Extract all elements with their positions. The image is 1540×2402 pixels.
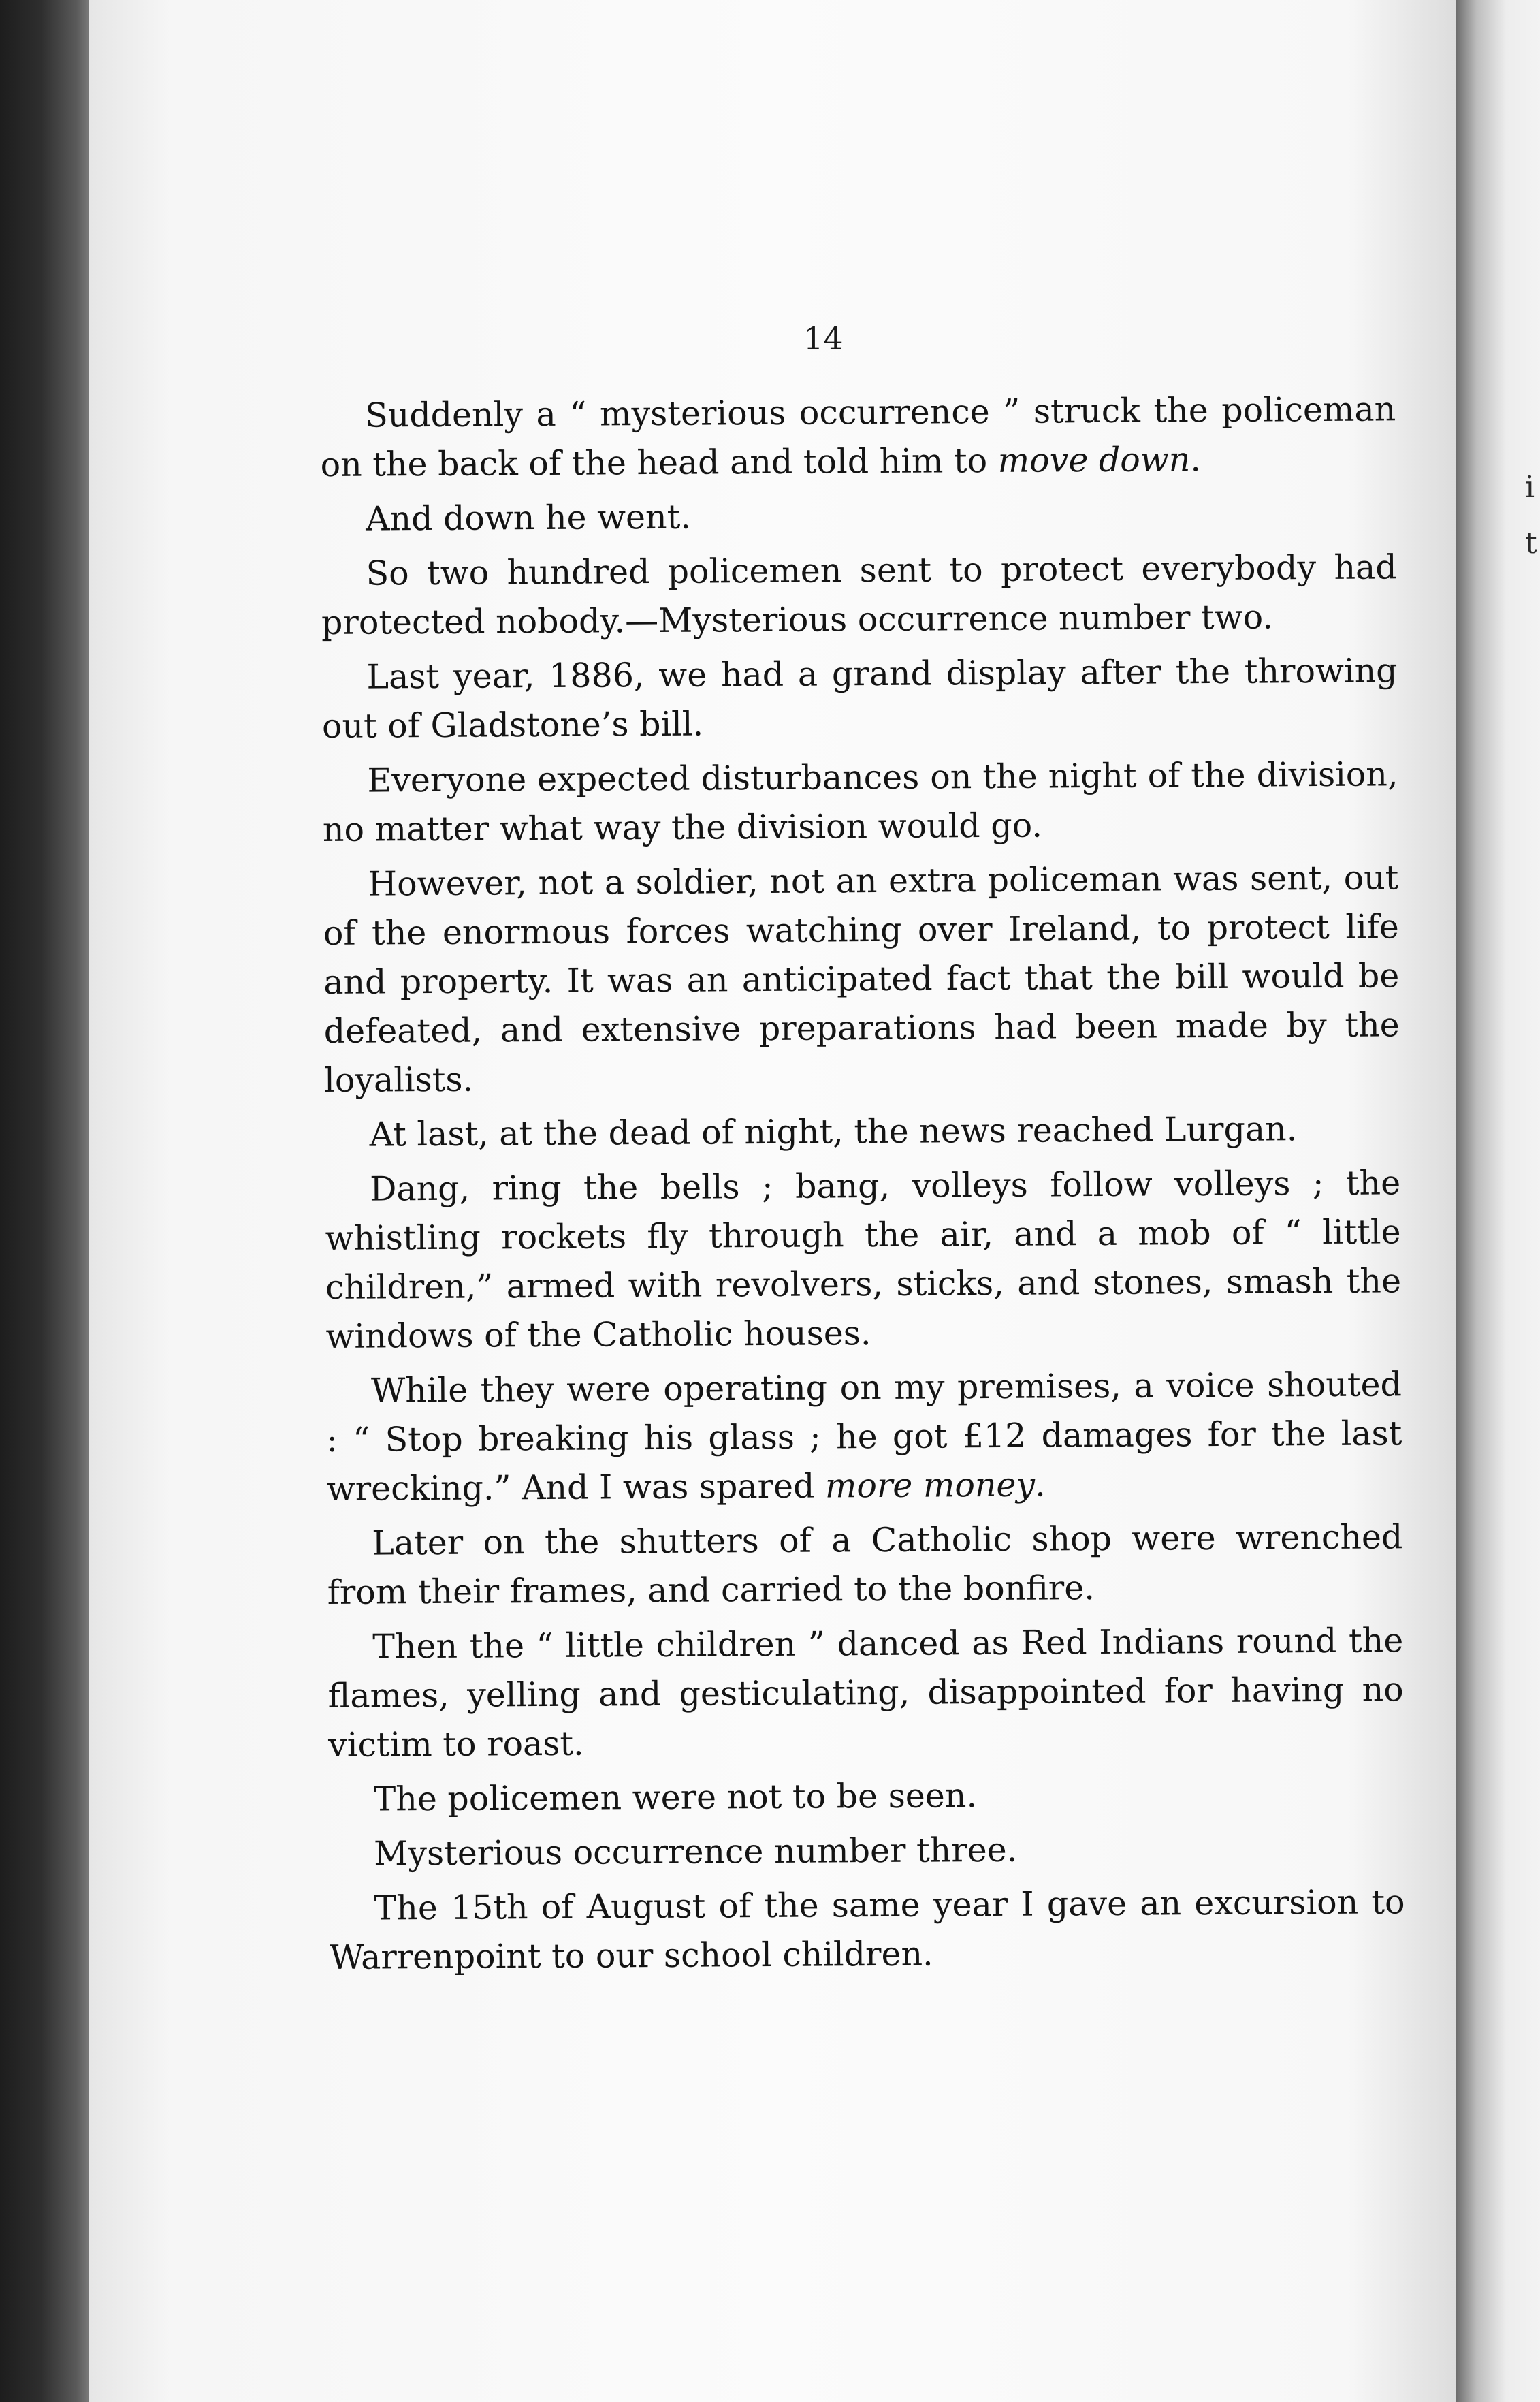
paragraph: Everyone expected disturbances on the night of the division, no matter what way the division would go. — [322, 755, 1398, 849]
paragraph: Last year, 1886, we had a grand display after the throwing out of Gladstone’s bill. — [321, 651, 1398, 746]
paragraph: However, not a soldier, not an extra policeman was sent, out of the enormous forces watching over Ireland, to protect life and property. It was an anticipated fact that the bill would be defeated, and extensive preparations had been made by the loyalists. — [323, 858, 1400, 1100]
paragraph: So two hundred policemen sent to protect everybody had protected nobody.—Mysterious occurrence number two. — [321, 548, 1397, 642]
paragraph: And down he went. — [365, 497, 692, 539]
page-number: 14 — [803, 320, 844, 357]
facing-page-letter: t — [1525, 526, 1537, 560]
paragraph: Then the “ little children ” danced as Red Indians round the flames, yelling and gesticulating, disappointed for having no victim to roast. — [327, 1621, 1404, 1765]
paragraph: Suddenly a “ mysterious occurrence ” struck the policeman on the back of the head and told him to move down. — [320, 390, 1396, 484]
paragraph: Later on the shutters of a Catholic shop were wrenched from their frames, and carried to the bonfire. — [327, 1517, 1403, 1612]
paragraph: At last, at the dead of night, the news reached Lurgan. — [369, 1109, 1298, 1154]
paragraph: Mysterious occurrence number three. — [373, 1830, 1018, 1874]
page-body-text — [320, 385, 1405, 1988]
paragraph: Dang, ring the bells ; bang, volleys follow volleys ; the whistling rockets fly through the air, and a mob of “ little children,” armed with revolvers, sticks, and stones, smash the windows of the Catholic houses. — [325, 1163, 1402, 1356]
facing-page-letter: i — [1525, 470, 1535, 505]
paragraph: The policemen were not to be seen. — [373, 1776, 978, 1819]
paragraph: The 15th of August of the same year I gave an excursion to Warrenpoint to our school children. — [329, 1882, 1405, 1977]
facing-page-edge — [1456, 0, 1540, 2402]
paragraph: While they were operating on my premises, a voice shouted : “ Stop breaking his glass ; he got £12 damages for the last wrecking.” And I was spared more money. — [326, 1365, 1402, 1508]
